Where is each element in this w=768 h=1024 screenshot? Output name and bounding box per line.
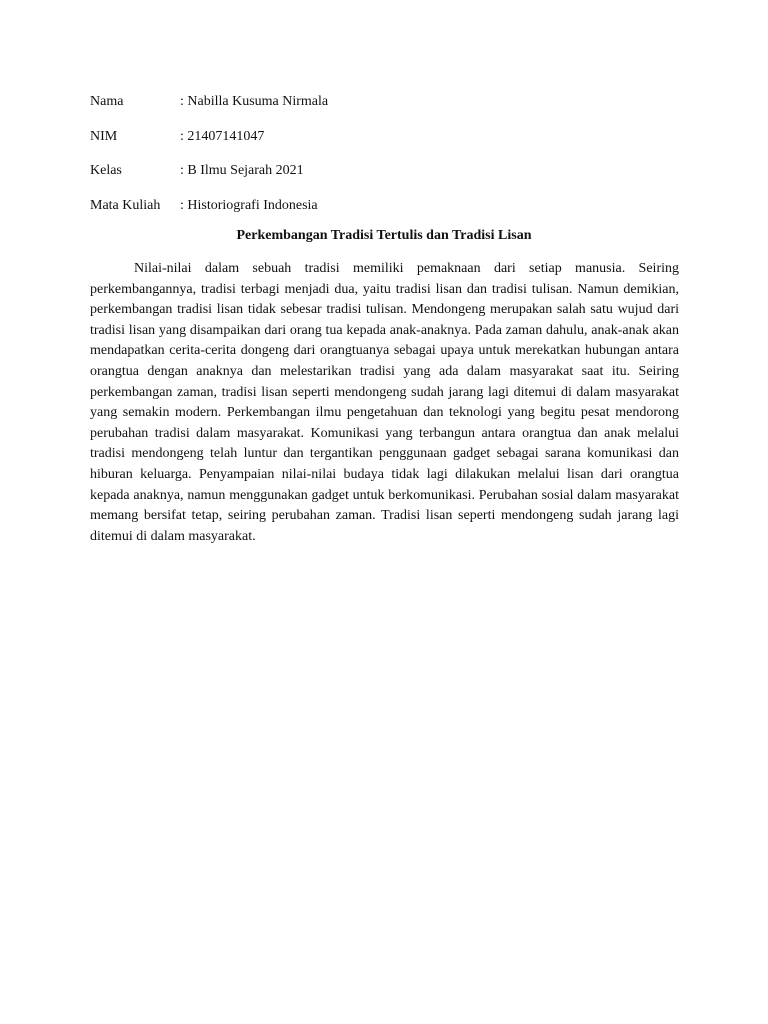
info-value-course: : Historiografi Indonesia [180,197,318,213]
info-row-nim [90,127,328,147]
info-label-name: Nama [90,94,124,109]
info-row-class [90,161,328,181]
info-label-nim: NIM [90,128,118,144]
info-label-course: Mata Kuliah [90,197,161,213]
student-info [90,92,328,230]
info-row-name [90,92,328,112]
body-paragraph: Nilai-nilai dalam sebuah tradisi memiliki pemaknaan dari setiap manusia. Seiring perkembangannya, tradisi terbagi menjadi dua, yaitu tradisi lisan dan tradisi tulisan. Namun demikian, perkembangan tradisi lisan tidak sebesar tradisi tulisan. Mendongeng merupakan salah satu wujud dari tradisi lisan yang disampaikan dari orang tua kepada anak-anaknya. Pada zaman dahulu, anak-anak akan mendapatkan cerita-cerita dongeng dari orangtuanya sebagai upaya untuk merekatkan hubungan antara orangtua dengan anaknya dan melestarikan tradisi yang ada dalam masyarakat saat itu. Seiring perkembangan zaman, tradisi lisan seperti mendongeng sudah jarang lagi ditemui di dalam masyarakat yang semakin modern. Perkembangan ilmu pengetahuan dan teknologi yang begitu pesat mendorong perubahan tradisi dalam masyarakat. Komunikasi yang terbangun antara orangtua dan anak melalui tradisi mendongeng telah luntur dan tergantikan penggunaan gadget sebagai sarana komunikasi dan hiburan keluarga. Penyampaian nilai-nilai budaya tidak lagi dilakukan melalui lisan dari orangtua kepada anaknya, namun menggunakan gadget untuk berkomunikasi. Perubahan sosial dalam masyarakat memang bersifat tetap, seiring perubahan zaman. Tradisi lisan seperti mendongeng sudah jarang lagi ditemui di dalam masyarakat. [90,261,679,544]
info-row-course [90,196,328,216]
info-value-nim: : 21407141047 [180,128,265,144]
info-value-class: : B Ilmu Sejarah 2021 [180,163,304,178]
info-value-name: : Nabilla Kusuma Nirmala [180,94,329,109]
info-label-class: Kelas [90,163,122,178]
document-title: Perkembangan Tradisi Tertulis dan Tradisi Lisan [236,228,532,243]
